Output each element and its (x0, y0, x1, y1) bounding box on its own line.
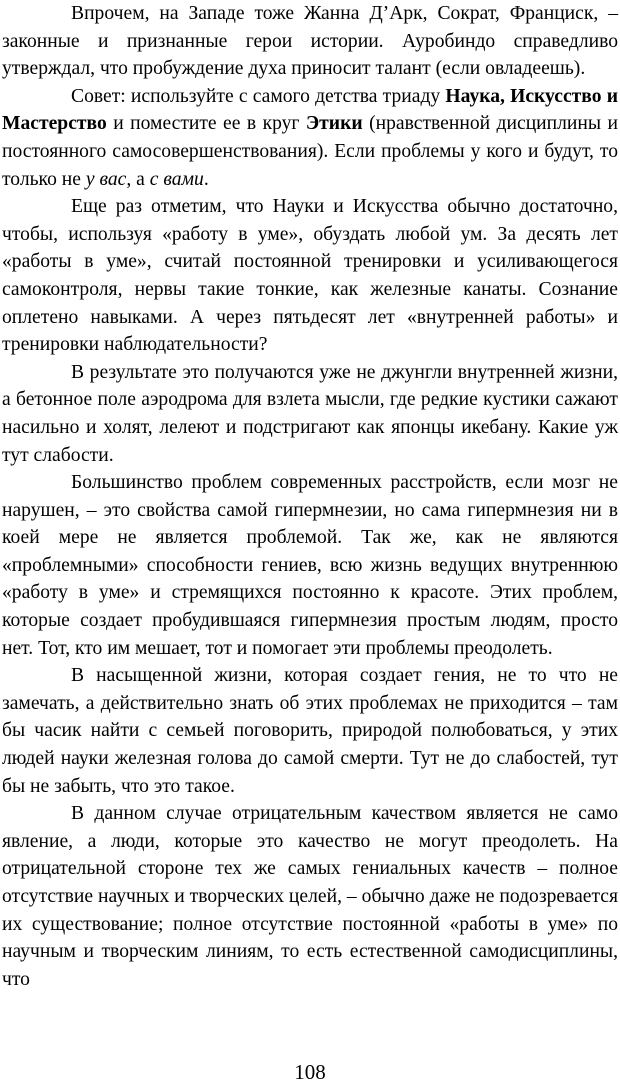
paragraph-3: Еще раз отметим, что Науки и Искусства обычно достаточно, чтобы, используя «работу в уме», обуздать любой ум. За десять лет «работы в уме», считай постоянной тренировки и усиливающегося самоконтроля, нервы такие тонкие, как железные канаты. Сознание оплетено навыками. А через пятьдесят лет «внутренней работы» и тренировки наблюдательности? (2, 196, 618, 356)
paragraph-2-bold-triad: Наука, Искусство и Мастерство (2, 85, 618, 135)
paragraph-2-text-c: и поместите ее в круг (106, 113, 306, 135)
paragraph-4: В результате это получаются уже не джунгли внутренней жизни, а бетонное поле аэродрома для взлета мысли, где редкие кустики сажают насильно и холят, лелеют и подстригают как японцы икебану. Какие уж тут слабости. (2, 361, 618, 466)
paragraph-7: В данном случае отрицательным качеством является не само явление, а люди, которые это качество не могут преодолеть. На отрицательной стороне тех же самых гениальных качеств – полное отсутствие научных и творческих целей, – обычно даже не подозревается их существование; полное отсутствие постоянной «работы в уме» по научным и творческим линиям, то есть естественной самодисциплины, что (2, 803, 618, 990)
paragraph-2-text-a: Совет: используйте с самого детства триаду (71, 85, 446, 107)
paragraph-2-text-i: . (203, 168, 209, 190)
page-number: 108 (294, 1060, 326, 1084)
paragraph-2-text-e: (нравственной дисциплины и постоянного самосовершенствования). Если проблемы у кого и будут, то только не (2, 113, 618, 190)
paragraph-2-italic-s-vami: с вами (149, 168, 204, 190)
paragraph-6: В насыщенной жизни, которая создает гения, не то что не замечать, а действительно знать об этих проблемах не приходится – там бы часик найти с семьей поговорить, природой полюбоваться, у этих людей науки железная голова до самой смерти. Тут не до слабостей, тут бы не забыть, что это такое. (2, 665, 618, 797)
paragraph-2 (2, 83, 618, 193)
paragraph-2-bold-ethics: Этики (305, 113, 363, 135)
paragraph-2-italic-u-vas: у вас (85, 168, 127, 190)
paragraph-1: Впрочем, на Западе тоже Жанна Д’Арк, Сократ, Франциск, – законные и признанные герои истории. Ауробиндо справедливо утверждал, что пробуждение духа приносит талант (если овладеешь). (2, 3, 618, 80)
paragraph-2-text-g: , а (126, 168, 150, 190)
paragraph-5: Большинство проблем современных расстройств, если мозг не нарушен, – это свойства самой гипермнезии, но сама гипермнезия ни в коей мере не является проблемой. Так же, как не являются «проблемными» способности гениев, всю жизнь ведущих внутреннюю «работу в уме» и стремящихся постоянно к красоте. Этих проблем, которые создает пробудившаяся гипермнезия простым людям, просто нет. Тот, кто им мешает, тот и помогает эти проблемы преодолеть. (2, 472, 618, 659)
body-text (2, 0, 618, 993)
